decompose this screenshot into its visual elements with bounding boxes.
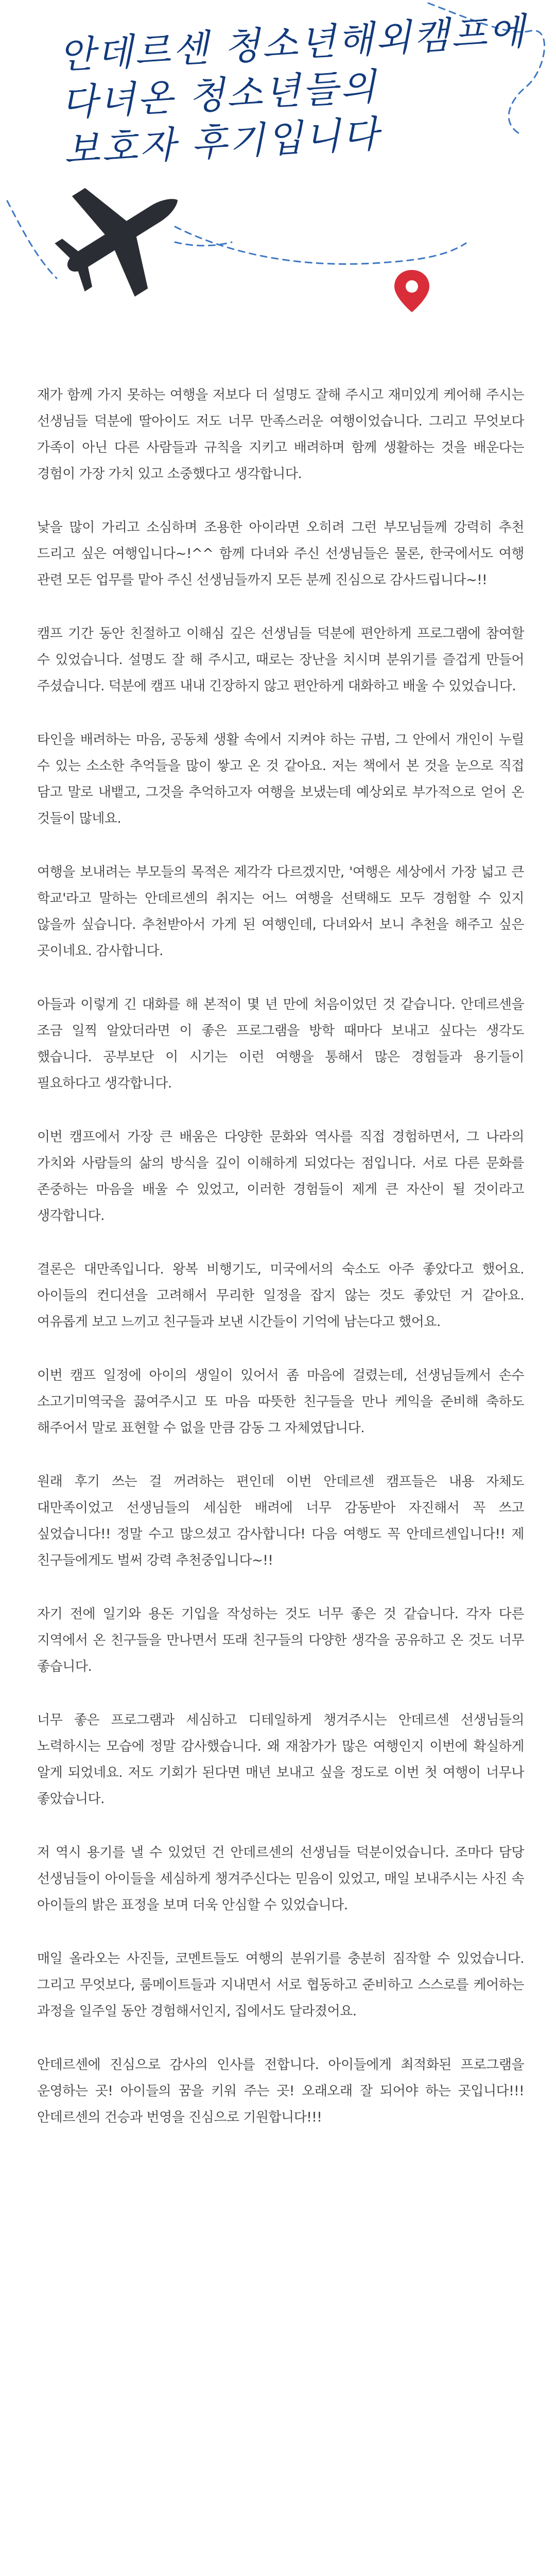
review-paragraph: 아들과 이렇게 긴 대화를 해 본적이 몇 년 만에 처음이었던 것 같습니다. 안데르센을 조금 일찍 알았더라면 이 좋은 프로그램을 방학 때마다 보내고 싶다는 생각도 했습니다. 공부보단 이 시기는 이런 여행을 통해서 많은 경험들과 용기들이 필요하다고 생각합니다. bbox=[37, 997, 524, 1091]
hero-title-line-3: 보호자 후기입니다 bbox=[62, 112, 381, 172]
review-paragraph: 여행을 보내려는 부모들의 목적은 제각각 다르겠지만, '여행은 세상에서 가장 넓고 큰 학교'라고 말하는 안데르센의 취지는 어느 여행을 선택해도 모두 경험할 수 있지 않을까 싶습니다. 추천받아서 가게 된 여행인데, 다녀와서 보니 추천을 해주고 싶은 곳이네요. 감사합니다. bbox=[37, 865, 524, 959]
review-paragraph: 너무 좋은 프로그램과 세심하고 디테일하게 챙겨주시는 안데르센 선생님들의 노력하시는 모습에 정말 감사했습니다. 왜 재참가가 많은 여행인지 이번에 확실하게 알게 되었네요. 저도 기회가 된다면 매년 보내고 싶을 정도로 이번 첫 여행이 너무나 좋았습니다. bbox=[37, 1713, 524, 1807]
review-paragraph: 매일 올라오는 사진들, 코멘트들도 여행의 분위기를 충분히 짐작할 수 있었습니다. 그리고 무엇보다, 룸메이트들과 지내면서 서로 협동하고 준비하고 스스로를 케어하는 과정을 일주일 동안 경험해서인지, 집에서도 달라졌어요. bbox=[37, 1951, 524, 2019]
review-paragraph: 재가 함께 가지 못하는 여행을 저보다 더 설명도 잘해 주시고 재미있게 케어해 주시는 선생님들 덕분에 딸아이도 저도 너무 만족스러운 여행이었습니다. 그리고 무엇보다 가족이 아닌 다른 사람들과 규칙을 지키고 배려하며 함께 생활하는 것을 배운다는 경험이 가장 가치 있고 소중했다고 생각합니다. bbox=[37, 387, 524, 482]
hero-title-line-2: 다녀온 청소년들의 bbox=[60, 64, 379, 125]
review-paragraph: 낯을 많이 가리고 소심하며 조용한 아이라면 오히려 그런 부모님들께 강력히 추천 드리고 싶은 여행입니다~!^^ 함께 다녀와 주신 선생님들은 물론, 한국에서도 여행 관련 모든 업무를 맡아 주신 선생님들까지 모든 분께 진심으로 감사드립니다~!! bbox=[37, 520, 524, 588]
review-paragraph: 저 역시 용기를 낼 수 있었던 건 안데르센의 선생님들 덕분이었습니다. 조마다 담당 선생님들이 아이들을 세심하게 챙겨주신다는 믿음이 있었고, 매일 보내주시는 사진 속 아이들의 밝은 표정을 보며 더욱 안심할 수 있었습니다. bbox=[37, 1845, 524, 1913]
airplane-icon bbox=[37, 150, 209, 319]
review-paragraph: 이번 캠프 일정에 아이의 생일이 있어서 좀 마음에 걸렸는데, 선생님들께서 손수 소고기미역국을 끓여주시고 또 마음 따뜻한 친구들을 만나 케익을 준비해 축하도 해주어서 말로 표현할 수 없을 만큼 감동 그 자체였답니다. bbox=[37, 1368, 524, 1436]
review-paragraph: 원래 후기 쓰는 걸 꺼려하는 편인데 이번 안데르센 캠프들은 내용 자체도 대만족이었고 선생님들의 세심한 배려에 너무 감동받아 자진해서 꼭 쓰고 싶었습니다!! 정말 수고 많으셨고 감사합니다! 다음 여행도 꼭 안데르센입니다!! 제 친구들에게도 벌써 강력 추천중입니다~!! bbox=[37, 1474, 524, 1568]
location-pin-icon bbox=[394, 270, 429, 312]
hero-title-line-1: 안데르센 청소년해외캠프에 bbox=[58, 9, 528, 77]
review-paragraph: 캠프 기간 동안 친절하고 이해심 깊은 선생님들 덕분에 편안하게 프로그램에 참여할 수 있었습니다. 설명도 잘 해 주시고, 때로는 장난을 치시며 분위기를 즐겁게 만들어 주셨습니다. 덕분에 캠프 내내 긴장하지 않고 편안하게 대화하고 배울 수 있었습니다. bbox=[37, 626, 524, 694]
review-paragraph: 자기 전에 일기와 용돈 기입을 작성하는 것도 너무 좋은 것 같습니다. 각자 다른 지역에서 온 친구들을 만나면서 또래 친구들의 다양한 생각을 공유하고 온 것도 너무 좋습니다. bbox=[37, 1606, 524, 1674]
flight-path-left bbox=[7, 201, 57, 278]
hero-title bbox=[58, 7, 533, 174]
review-paragraph: 결론은 대만족입니다. 왕복 비행기도, 미국에서의 숙소도 아주 좋았다고 했어요. 아이들의 컨디션을 고려해서 무리한 일정을 잡지 않는 것도 좋았던 거 같아요. 여유롭게 보고 느끼고 친구들과 보낸 시간들이 기억에 남는다고 했어요. bbox=[37, 1262, 524, 1330]
hero-header bbox=[0, 0, 556, 340]
flight-path-right bbox=[175, 227, 466, 264]
flight-path-right-lower bbox=[175, 242, 232, 246]
review-paragraph: 타인을 배려하는 마음, 공동체 생활 속에서 지켜야 하는 규범, 그 안에서 개인이 누릴 수 있는 소소한 추억들을 많이 쌓고 온 것 같아요. 저는 책에서 본 것을 눈으로 직접 담고 말로 내뱉고, 그것을 추억하고자 여행을 보냈는데 예상외로 부가적으로 얻어 온 것들이 많네요. bbox=[37, 732, 524, 826]
review-paragraph: 안데르센에 진심으로 감사의 인사를 전합니다. 아이들에게 최적화된 프로그램을 운영하는 곳! 아이들의 꿈을 키워 주는 곳! 오래오래 잘 되어야 하는 곳입니다!!! 안데르센의 건승과 번영을 진심으로 기원합니다!!! bbox=[37, 2057, 524, 2125]
review-content bbox=[37, 382, 524, 2158]
review-paragraph: 이번 캠프에서 가장 큰 배움은 다양한 문화와 역사를 직접 경험하면서, 그 나라의 가치와 사람들의 삶의 방식을 깊이 이해하게 되었다는 점입니다. 서로 다른 문화를 존중하는 마음을 배울 수 있었고, 이러한 경험들이 제게 큰 자산이 될 것이라고 생각합니다. bbox=[37, 1129, 524, 1224]
